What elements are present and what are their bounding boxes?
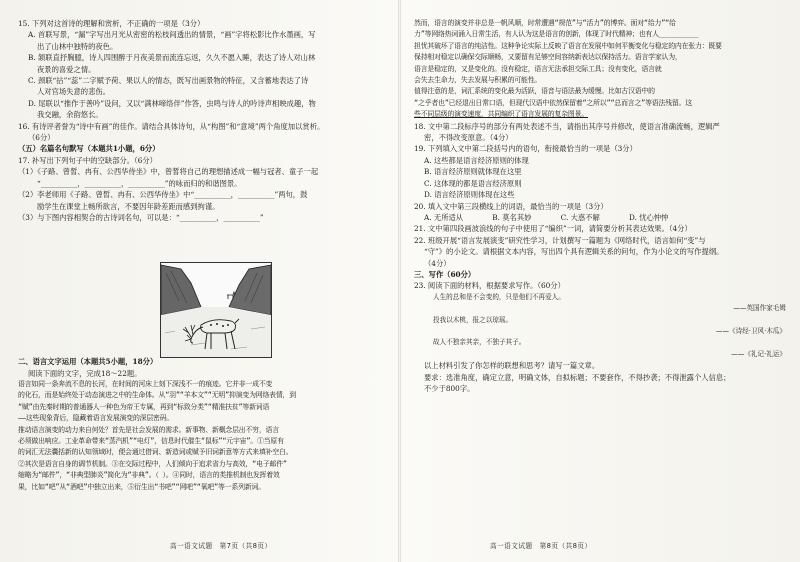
question-line: D. 尾联以“推作于善吟”设问，又以“满林啼络伴”作答，虫鸣与诗人的吟诗声相映成趣，物 <box>28 98 316 108</box>
section-heading: 二、语言文字运用（本题共5小题，18分） <box>18 357 158 367</box>
question-line: 些不同层级的演变速度，共同编织了语言发展的复杂图景。 <box>414 110 588 119</box>
question-line: 然而，语言的演变并非总是一帆风顺，时常遭遇“规范”与“活力”的博弈。面对“给力”“给 <box>414 19 676 27</box>
passage-line: 语言如同一条奔流不息的长河，在时间的河床上刻下深浅不一的痕迹。它并非一成不变 <box>18 379 273 388</box>
question-line: 值得注意的是，词汇系统的变化最为活跃，语音与语法最为缓慢。比如古汉语中的 <box>414 87 655 96</box>
question-line: 出了山林中独特的夜色。 <box>37 41 118 51</box>
deer-illustration <box>160 262 272 358</box>
question-line: （6分） <box>28 133 55 143</box>
question-line: B. 颔联直抒胸臆，诗人四围醉于月夜美景而流连忘返，久久不愿入睡，表达了诗人对山林 <box>28 53 316 63</box>
question-line: A. 首联写景，“漏”字写出月光从密密的松枝间透出的情景，“画”字将松影比作水墨画，写 <box>28 30 316 40</box>
passage-line: ②其次是语言自身的调节机制。③在交际过程中，人们倾向于追求省力与高效，“电子邮件” <box>18 459 287 468</box>
passage-line: “赋”由先秦时期的普通器人一种色为帝王专属，再到“标致分类”“精准扶贫”等新词语 <box>18 402 270 411</box>
question-line: 故人不独亲其亲，不独子其子。 <box>433 338 526 347</box>
question-line: 力”等网络热词涌入日常生活，有人认为这是语言的创新，体现了时代精神；也有人__________ <box>414 30 699 39</box>
question-line: ——《礼记·礼运》 <box>731 349 786 358</box>
question-line: 励学生在课堂上畅所欲言，不要因年龄差距而感到拘谨。 <box>37 201 220 211</box>
passage-line: 的化石，而是始终处于动态演进之中的生命体。从“羽”“羊本文”“无明”抑演变为网络表情，到 <box>18 391 296 400</box>
left-page-footer: 高一语文试题 第7页（共8页） <box>170 542 272 550</box>
question-line: （五）名篇名句默写（本题共1小题，6分） <box>18 144 160 154</box>
passage-line: ——这些现象背后，隐藏着语言发展演变的深层密码。 <box>18 414 174 423</box>
question-line: 人对官场失意的悲伤。 <box>37 87 110 97</box>
right-column <box>414 18 786 394</box>
question-line: ——英国作家毛姆 <box>733 304 786 313</box>
question-line: A. 这些都是语言经济原则的体现 <box>424 155 529 165</box>
question-line: （2）李老师用《子路、曾皙、冉有、公西华侍坐》中“__________，__________”两句，鼓 <box>18 190 308 200</box>
passage-line: 必须做出响应。工业革命带来“蒸汽机”“电灯”，信息时代催生“鼠标”“元宇宙”。①当原有 <box>18 436 284 445</box>
question-line: 保持相对稳定以确保交际顺畅，又要留有足够空间容纳新表达以保持活力。语言学家认为， <box>414 53 682 62</box>
question-line: 19. 下列填入文中第二段括号内的语句，衔接最恰当的一项是（3分） <box>414 144 637 154</box>
question-line: 人生的总和是不会变的，只是他们不再爱人。 <box>433 292 565 301</box>
passage-line: 缩略为“邮件”，“非典型肺炎”简化为“非典”。（ ）。④同时，语言的类推机制也发挥着效 <box>18 471 280 480</box>
question-line: 以上材料引发了你怎样的联想和思考？请写一篇文章。 <box>424 361 600 371</box>
question-line: 我交融，余韵悠长。 <box>37 110 103 120</box>
passage-line: 的词汇无法囊括新的认知领域时，便会通过借词、新造词或赋予旧词新意等方式来填补空白。 <box>18 448 293 457</box>
question-line: 投我以木桃，报之以琼瑶。 <box>433 315 513 324</box>
question-line: “之乎者也”已经退出日常口语，但现代汉语中依然保留着“之所以”“总而言之”等语法残留。这 <box>414 98 692 107</box>
question-line: ——《诗经·卫风·木瓜》 <box>715 326 786 335</box>
question-line: （3）与下图内容相契合的古诗词名句，可以是：“__________，__________” <box>18 212 264 222</box>
question-line: 16. 有诗评者誉为“诗中有画”的佳作。请结合具体诗句，从“构图”和“意境”两个角度加以赏析。 <box>18 121 325 131</box>
question-line: 22. 班级开展“语言发展演变”研究性学习，计划撰写一篇题为《网络时代，语言如何“变”与 <box>414 235 706 245</box>
question-line: 17. 补写出下列句子中的空缺部分。（6分） <box>18 155 157 165</box>
question-line: 不少于800字。 <box>424 384 475 393</box>
question-line: 担忧其破坏了语言的纯洁性。这种争论实际上反映了语言在发展中如何平衡变化与稳定的内在张力：既要 <box>414 41 722 50</box>
question-line: （1）《子路、曾皙、冉有、公西华侍坐》中，曾皙将自己的理想描述成一幅与冠者、童子一起 <box>18 167 319 177</box>
question-line: 21. 文中第四段画波浪线的句子中使用了“编织”一词，请简要分析其表达效果。（4分） <box>414 224 692 234</box>
question-line: 23. 阅读下面的材料，根据要求写作。（60分） <box>414 281 565 291</box>
question-line: 18. 文中第二段标序号的部分有两处表述不当，请指出其序号并修改，使语言准确流畅，逻辑严 <box>414 121 720 131</box>
question-line: （4分） <box>424 258 451 268</box>
question-line: 会失去生命力，失去发展与积累的可能性。 <box>414 76 542 85</box>
deer-cliff-picture <box>161 263 271 357</box>
question-line: “__________，__________，__________”的咏而归的和谐图景。 <box>37 178 242 188</box>
left-column <box>18 18 396 493</box>
question-line: 20. 填入文中第三段横线上的词语，最恰当的一项是（3分） <box>414 201 608 211</box>
question-line: B. 语言经济原则就体现在这里 <box>424 167 522 177</box>
right-page-footer: 高一语文试题 第8页（共8页） <box>490 542 592 550</box>
question-line: D. 语言经济原则体现在这些 <box>424 190 515 200</box>
question-line: 三、写作（60分） <box>414 269 476 279</box>
question-line: A. 无所适从 B. 莫名其妙 C. 大惑不解 D. 忧心忡忡 <box>424 212 669 222</box>
page-fold <box>398 0 401 562</box>
passage-line: 推动语言演变的动力来自何处？首先是社会发展的需求。新事物、新概念层出不穷，语言 <box>18 425 279 434</box>
question-line: 语言是稳定的，又是变化的。没有稳定，语言无法承担交际工具；没有变化，语言就 <box>414 64 662 73</box>
passage-intro: 阅读下面的文字，完成18～22题。 <box>28 368 142 378</box>
question-line: 15. 下列对这首诗的理解和赏析，不正确的一项是（3分） <box>18 19 205 28</box>
question-line: C. 这体现的都是语言经济原则 <box>424 178 522 188</box>
question-line: 密，不得改变原意。（4分） <box>424 133 513 143</box>
question-line: C. 颈联“拈”“蕊”二字赋予荷、果以人的情态，既写出画景物的特征，又含蓄地表达了诗 <box>28 76 309 86</box>
question-line: “守”》的小论文。请根据文本内容，写出四个具有逻辑关系的问句，作为小论文的写作提纲。 <box>424 247 724 257</box>
passage-line: 果，比如“吧”从“酒吧”中独立出来，⑤衍生出“书吧”“网吧”“氧吧”等一系列新词。 <box>18 482 265 491</box>
question-line: 夜景的喜爱之情。 <box>37 64 96 74</box>
question-line: 要求：选准角度，确定立意，明确文体，自拟标题；不要套作，不得抄袭；不得泄露个人信息； <box>424 372 731 382</box>
